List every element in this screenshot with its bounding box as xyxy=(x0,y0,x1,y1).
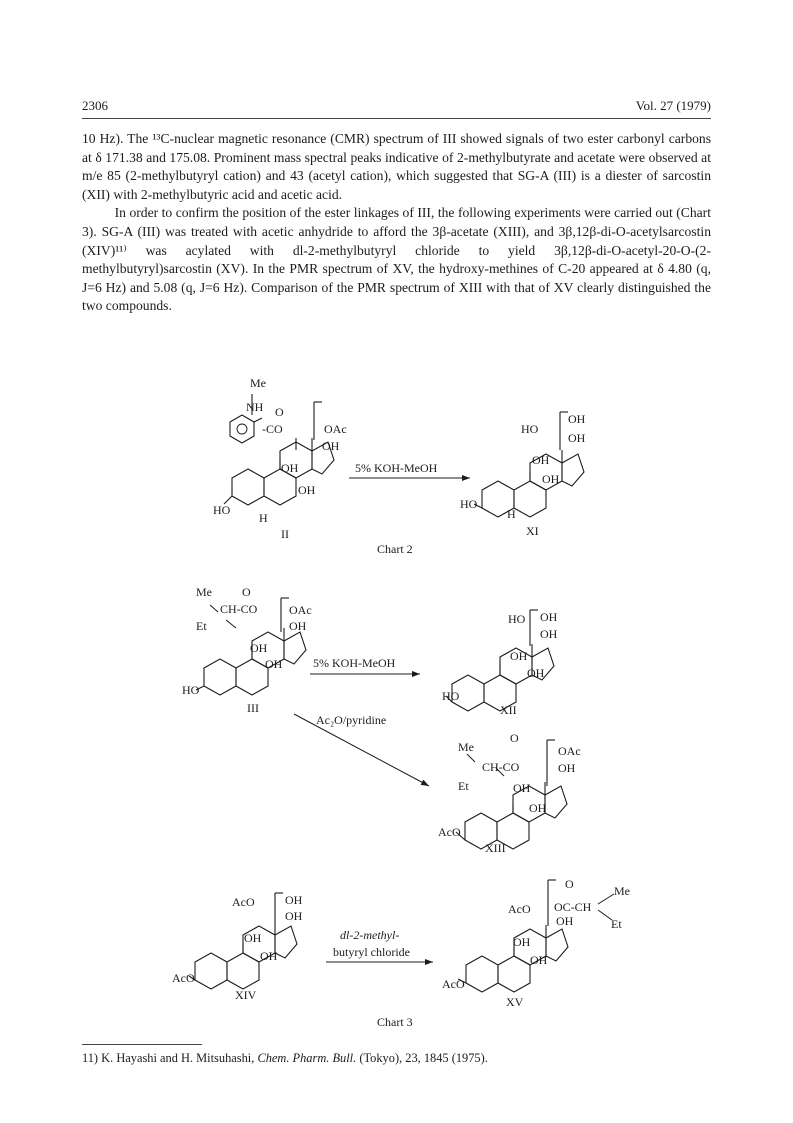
compound-xiv-label: XIV xyxy=(235,988,257,1002)
o-label: O xyxy=(510,731,519,745)
paragraph-1: 10 Hz). The ¹³C-nuclear magnetic resonance (CMR) spectrum of III showed signals of two ester carbonyl carbons at δ 171.38 and 175.08. Prominent mass spectral peaks indicative of 2-methylbutyrate and acetate were observed at m/e 85 (2-methylbutyryl cation) and 43 (acetyl cation), which suggested that SG-A (III) is a diester of sarcostin (XII) with 2-methylbutyric acid and acetic acid. xyxy=(82,131,711,202)
chart2-compound-xi xyxy=(460,412,586,538)
nh-label: NH xyxy=(246,400,264,414)
paragraph-2: In order to confirm the position of the ester linkages of III, the following experiments were carried out (Chart 3). SG-A (III) was treated with acetic anhydride to afford the 3β-acetate (XIII), and 3β,12β-di-O-acetylsarcostin (XIV)¹¹⁾ was acylated with dl-2-methylbutyryl chloride to yield 3β,12β-di-O-acetyl-20-O-(2-methylbutyryl)sarcostin (XV). In the PMR spectrum of XV, the hydroxy-methines of C-20 appeared at δ 4.80 (q, J=6 Hz) and 5.08 (q, J=6 Hz). Comparison of the PMR spectrum of XIII with that of XV clearly distinguished the two compounds. xyxy=(82,205,711,314)
oh-label-17: OH xyxy=(568,431,586,445)
oh-label-8: OH xyxy=(510,649,528,663)
o-label: O xyxy=(275,405,284,419)
compound-xi-label: XI xyxy=(526,524,539,538)
footnote-number: 11) xyxy=(82,1051,99,1065)
me-label: Me xyxy=(614,884,630,898)
oh-label-20: OH xyxy=(540,610,558,624)
aco-label-12: AcO xyxy=(232,895,255,909)
oac-label: OAc xyxy=(289,603,312,617)
h-label: H xyxy=(259,511,268,525)
chart3-acyl-reagent-2: butyryl chloride xyxy=(333,945,410,959)
chart3-compound-xv xyxy=(442,877,630,1009)
oh-label-8: OH xyxy=(281,461,299,475)
compound-xv-label: XV xyxy=(506,995,524,1009)
et-label: Et xyxy=(196,619,207,633)
chart3-ac2o-reagent: Ac₂O/pyridine xyxy=(316,713,387,727)
oh-label-17: OH xyxy=(322,439,340,453)
o-label: O xyxy=(565,877,574,891)
chart2-compound-ii xyxy=(213,376,347,541)
ch-co-label: CH-CO xyxy=(482,760,520,774)
oh-label-17: OH xyxy=(540,627,558,641)
compound-xii-label: XII xyxy=(500,703,517,717)
oh-label-14: OH xyxy=(529,801,547,815)
volume-label: Vol. 27 (1979) xyxy=(635,98,711,113)
chart3-koh-reagent: 5% KOH-MeOH xyxy=(313,656,396,670)
footnote-rule xyxy=(82,1044,202,1045)
aco-label-3: AcO xyxy=(442,977,465,991)
chart3-compound-xiv xyxy=(172,893,303,1002)
oh-label-17: OH xyxy=(285,909,303,923)
compound-iii-label: III xyxy=(247,701,259,715)
chart3-caption: Chart 3 xyxy=(377,1015,413,1029)
aco-label: AcO xyxy=(438,825,461,839)
benzene-ring xyxy=(230,415,254,443)
et-label: Et xyxy=(611,917,622,931)
oh-label-17: OH xyxy=(289,619,307,633)
oh-label-8: OH xyxy=(532,453,550,467)
footnote-journal: Chem. Pharm. Bull. xyxy=(257,1051,357,1065)
ch-co-label: CH-CO xyxy=(220,602,258,616)
oh-label-14: OH xyxy=(542,472,560,486)
ho-label: HO xyxy=(182,683,200,697)
oh-label-17: OH xyxy=(558,761,576,775)
oh-label-8: OH xyxy=(513,935,531,949)
ho-label: HO xyxy=(213,503,231,517)
footnote-authors: K. Hayashi and H. Mitsuhashi, xyxy=(101,1051,255,1065)
me-label: Me xyxy=(458,740,474,754)
ho-label-3: HO xyxy=(460,497,478,511)
footnote-details: (Tokyo), 23, 1845 (1975). xyxy=(359,1051,488,1065)
h-label: H xyxy=(507,507,516,521)
page-number: 2306 xyxy=(82,98,108,113)
oh-label-14: OH xyxy=(260,949,278,963)
aco-label-12: AcO xyxy=(508,902,531,916)
aco-label-3: AcO xyxy=(172,971,195,985)
me-label: Me xyxy=(250,376,266,390)
chart3-compound-iii xyxy=(182,585,312,715)
oc-ch-label: OC-CH xyxy=(554,900,592,914)
oh-label-20: OH xyxy=(568,412,586,426)
oh-label-14: OH xyxy=(265,657,283,671)
oh-label-20: OH xyxy=(285,893,303,907)
me-label: Me xyxy=(196,585,212,599)
ho-label-3: HO xyxy=(442,689,460,703)
compound-ii-label: II xyxy=(281,527,289,541)
oh-label-14: OH xyxy=(530,953,548,967)
compound-xiii-label: XIII xyxy=(485,841,506,855)
oh-label-8: OH xyxy=(513,781,531,795)
ho-label-12: HO xyxy=(508,612,526,626)
chart3-compound-xiii xyxy=(438,731,581,855)
o-label: O xyxy=(242,585,251,599)
oh-label-8: OH xyxy=(250,641,268,655)
oac-label: OAc xyxy=(324,422,347,436)
chart3-acyl-reagent-1: dl-2-methyl- xyxy=(340,928,400,942)
chart2-caption: Chart 2 xyxy=(377,542,413,556)
oh-label-17: OH xyxy=(556,914,574,928)
oh-label-14: OH xyxy=(298,483,316,497)
oac-label: OAc xyxy=(558,744,581,758)
oh-label-8: OH xyxy=(244,931,262,945)
co-label: -CO xyxy=(262,422,283,436)
oh-label-14: OH xyxy=(527,666,545,680)
footnote xyxy=(82,1051,488,1066)
chart3-compound-xii xyxy=(442,610,558,717)
chart2-reagent: 5% KOH-MeOH xyxy=(355,461,438,475)
et-label: Et xyxy=(458,779,469,793)
ho-label-12: HO xyxy=(521,422,539,436)
